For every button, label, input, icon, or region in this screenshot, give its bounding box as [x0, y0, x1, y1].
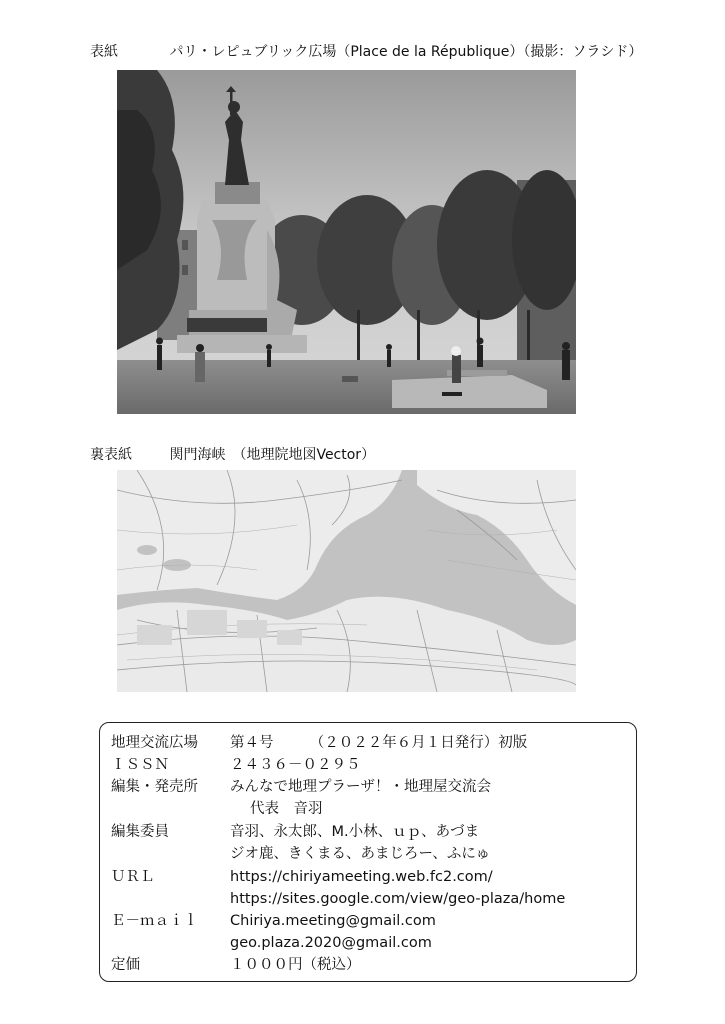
cover-caption-label: 表紙 — [90, 44, 118, 60]
committee-line-1: 音羽、永太郎、M.小林、ｕｐ、あづま — [230, 824, 480, 840]
back-cover-caption-label: 裏表紙 — [90, 447, 132, 463]
email-link-2[interactable]: geo.plaza.2020@gmail.com — [230, 935, 432, 951]
price-key: 定価 — [111, 957, 140, 973]
cover-caption-text: パリ・レピュブリック広場（Place de la République）（撮影：ソラシド） — [169, 44, 643, 60]
committee-line-2: ジオ鹿、きくまる、あまじろー、ふにゅ — [230, 846, 491, 862]
title-value: 第４号 （２０２２年６月１日発行）初版 — [230, 735, 528, 751]
publication-info-box — [99, 722, 637, 982]
issn-value: ２４３６－０２９５ — [230, 757, 361, 773]
cover-photo-place-de-la-republique — [117, 70, 576, 414]
price-value: １０００円（税込） — [230, 957, 361, 973]
email-key: Ｅ－ｍａｉｌ — [111, 913, 198, 929]
cover-caption — [90, 41, 642, 61]
back-cover-caption-text: 関門海峡 （地理院地図Vector） — [169, 447, 376, 463]
url-link-1[interactable]: https://chiriyameeting.web.fc2.com/ — [230, 869, 493, 885]
back-cover-map-kanmon-strait — [117, 470, 576, 692]
title-key: 地理交流広場 — [111, 735, 198, 751]
publisher-key: 編集・発売所 — [111, 779, 198, 795]
email-link-1[interactable]: Chiriya.meeting@gmail.com — [230, 913, 436, 929]
url-key: ＵＲＬ — [111, 869, 155, 885]
back-cover-caption — [90, 444, 375, 464]
issn-key: ＩＳＳＮ — [111, 757, 169, 773]
committee-key: 編集委員 — [111, 824, 169, 840]
publisher-value: みんなで地理プラーザ！・地理屋交流会 — [230, 779, 491, 795]
publisher-representative: 代表 音羽 — [250, 801, 323, 817]
url-link-2[interactable]: https://sites.google.com/view/geo-plaza/home — [230, 891, 566, 907]
